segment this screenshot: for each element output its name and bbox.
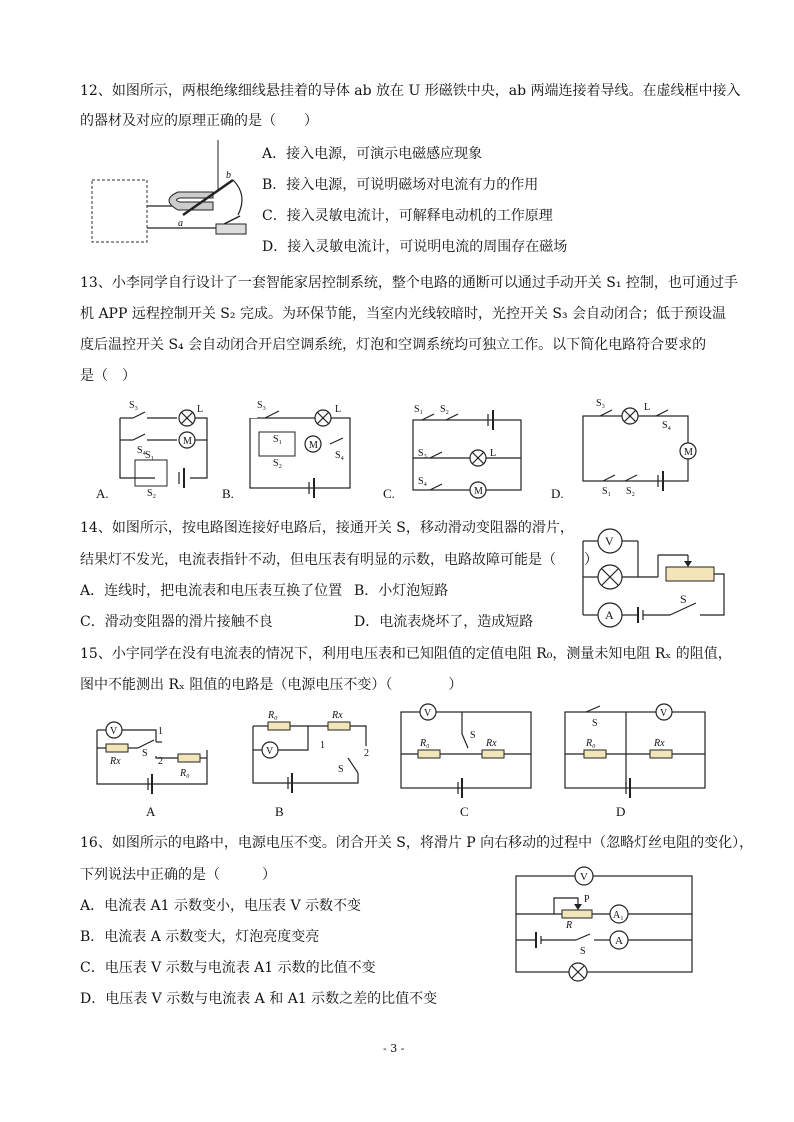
q14-stem-line1: 14、如图所示，按电路图连接好电路后，接通开关 S，移动滑动变阻器的滑片， [80,520,574,536]
q15c-rx: Rx [486,738,497,749]
q13c-s1: S₁ [414,404,424,415]
q16-option-b: B．电流表 A 示数变大，灯泡亮度变亮 [80,929,320,945]
q12-option-b: B．接入电源，可说明磁场对电流有力的作用 [262,177,539,193]
q16-stem-line2: 下列说法中正确的是（ ） [80,867,276,883]
q15a-s: S [142,748,148,759]
q13a-motor: M [183,436,192,447]
q13-circuit-a [115,398,215,499]
q15-caption-b: B [275,804,284,819]
q13-circuit-d [578,396,698,497]
q15b-v: V [266,746,274,757]
q13-stem-line4: 是（ ） [80,368,136,384]
q15c-s: S [470,730,476,741]
q14-v: V [605,534,614,548]
q13c-lamp: L [490,448,497,459]
q16-s: S [580,946,586,957]
q15d-r0: R₀ [586,738,596,749]
q13-circuit-c [408,400,528,495]
q13a-lamp: L [197,404,204,415]
q15-circuit-a [92,712,212,792]
q14-stem-line2: 结果灯不发光，电流表指针不动，但电压表有明显的示数，电路故障可能是（ ） [80,552,598,568]
q15-circuit-c [396,704,536,789]
q14-option-c: C．滑动变阻器的滑片接触不良 [80,614,273,630]
q16-a: A [615,935,623,947]
q13-stem-line1: 13、小李同学自行设计了一套智能家居控制系统，整个电路的通断可以通过手动开关 S₁ 控制，也可通过手 [80,275,738,291]
q13-label-a: A. [96,486,109,501]
q16-a1: A₁ [613,910,624,921]
q14-option-d: D．电流表烧坏了，造成短路 [354,614,534,630]
q13d-s4: S₄ [662,420,672,431]
q16-r: R [566,920,573,931]
q15-circuit-d [560,704,710,789]
q13a-s2: S₂ [147,488,157,499]
q14-option-b: B．小灯泡短路 [354,583,449,599]
q15a-two: 2 [158,756,163,767]
q12-stem-line2: 的器材及对应的原理正确的是（ ） [80,113,318,129]
q15b-one: 1 [320,740,325,751]
q13-label-b: B. [222,486,234,501]
q15a-one: 1 [158,726,163,737]
q16-circuit-figure [512,866,702,976]
q13b-lamp: L [335,404,342,415]
q16-v: V [580,871,588,883]
q13-stem-line2: 机 APP 远程控制开关 S₂ 完成。为环保节能，当室内光线较暗时，光控开关 S₃ 会自动闭合；低于预设温 [80,306,727,322]
q13-circuit-b [245,398,355,493]
q15-stem-line1: 15、小宇同学在没有电流表的情况下，利用电压表和已知阻值的定值电阻 R₀，测量未知电阻 Rₓ 的阻值， [80,646,732,662]
q13b-s2: S₂ [273,458,283,469]
q15c-v: V [424,708,432,719]
q16-option-a: A．电流表 A1 示数变小，电压表 V 示数不变 [80,898,362,914]
q15-stem-line2: 图中不能测出 Rₓ 阻值的电路是（电源电压不变）（ ） [80,677,463,693]
q12-stem-line1: 12、如图所示，两根绝缘细线悬挂着的导体 ab 放在 U 形磁铁中央，ab 两端连接着导线。在虚线框中接入 [80,83,741,99]
q12-magnet-figure [88,140,268,250]
page-number: - 3 - [383,1042,405,1055]
q13b-s3: S₃ [257,400,267,411]
q13d-lamp: L [644,402,651,413]
q13b-s1: S₁ [273,434,283,445]
q13d-motor: M [684,447,693,458]
q13-label-d: D. [551,486,564,501]
q13a-s1: S₁ [145,450,155,461]
q15-caption-a: A [146,804,156,819]
q15b-r0: R₀ [268,710,278,721]
q12-option-a: A．接入电源，可演示电磁感应现象 [262,146,483,162]
q16-option-d: D．电压表 V 示数与电流表 A 和 A1 示数之差的比值不变 [80,991,438,1007]
q14-option-a: A．连线时，把电流表和电压表互换了位置 [80,583,343,599]
q14-circuit-figure [578,527,728,637]
q12-option-d: D．接入灵敏电流计，可说明电流的周围存在磁场 [262,239,568,255]
q14-a: A [605,608,614,622]
q13a-s4: S₄ [137,445,147,456]
q16-option-c: C．电压表 V 示数与电流表 A1 示数的比值不变 [80,960,376,976]
q15b-rx: Rx [332,710,343,721]
q15d-v: V [660,708,668,719]
q15d-s: S [592,718,598,729]
q15d-rx: Rx [654,738,665,749]
q15-caption-c: C [460,804,469,819]
q13d-s3: S₃ [596,398,606,409]
q15b-two: 2 [364,748,369,759]
q15-circuit-b [248,708,378,793]
q14-s: S [680,592,687,606]
q13c-s4: S₄ [418,476,428,487]
q13d-s2: S₂ [626,486,636,497]
q15a-v: V [110,726,118,737]
q13c-motor: M [474,486,483,497]
q12-label-a: a [178,218,183,229]
q15b-s: S [338,764,344,775]
q16-p: P [584,894,590,905]
q15-caption-d: D [616,804,626,819]
q13c-s2: S₂ [440,404,450,415]
q13-label-c: C. [383,486,395,501]
q13-stem-line3: 度后温控开关 S₄ 会自动闭合开启空调系统，灯泡和空调系统均可独立工作。以下简化电路符合要求的 [80,337,707,353]
q15a-r0: R₀ [180,768,190,779]
q16-stem-line1: 16、如图所示的电路中，电源电压不变。闭合开关 S，将滑片 P 向右移动的过程中（忽略灯丝电阻的变化）， [80,835,754,851]
q15c-r0: R₀ [420,738,430,749]
q12-option-c: C．接入灵敏电流计，可解释电动机的工作原理 [262,208,553,224]
q13b-s4: S₄ [335,450,345,461]
q15a-rx: Rx [110,756,121,767]
q13a-s3: S₃ [129,400,139,411]
q13d-s1: S₁ [602,486,612,497]
q12-label-b: b [226,170,231,181]
q13b-motor: M [309,440,318,451]
q13c-s3: S₃ [418,448,428,459]
